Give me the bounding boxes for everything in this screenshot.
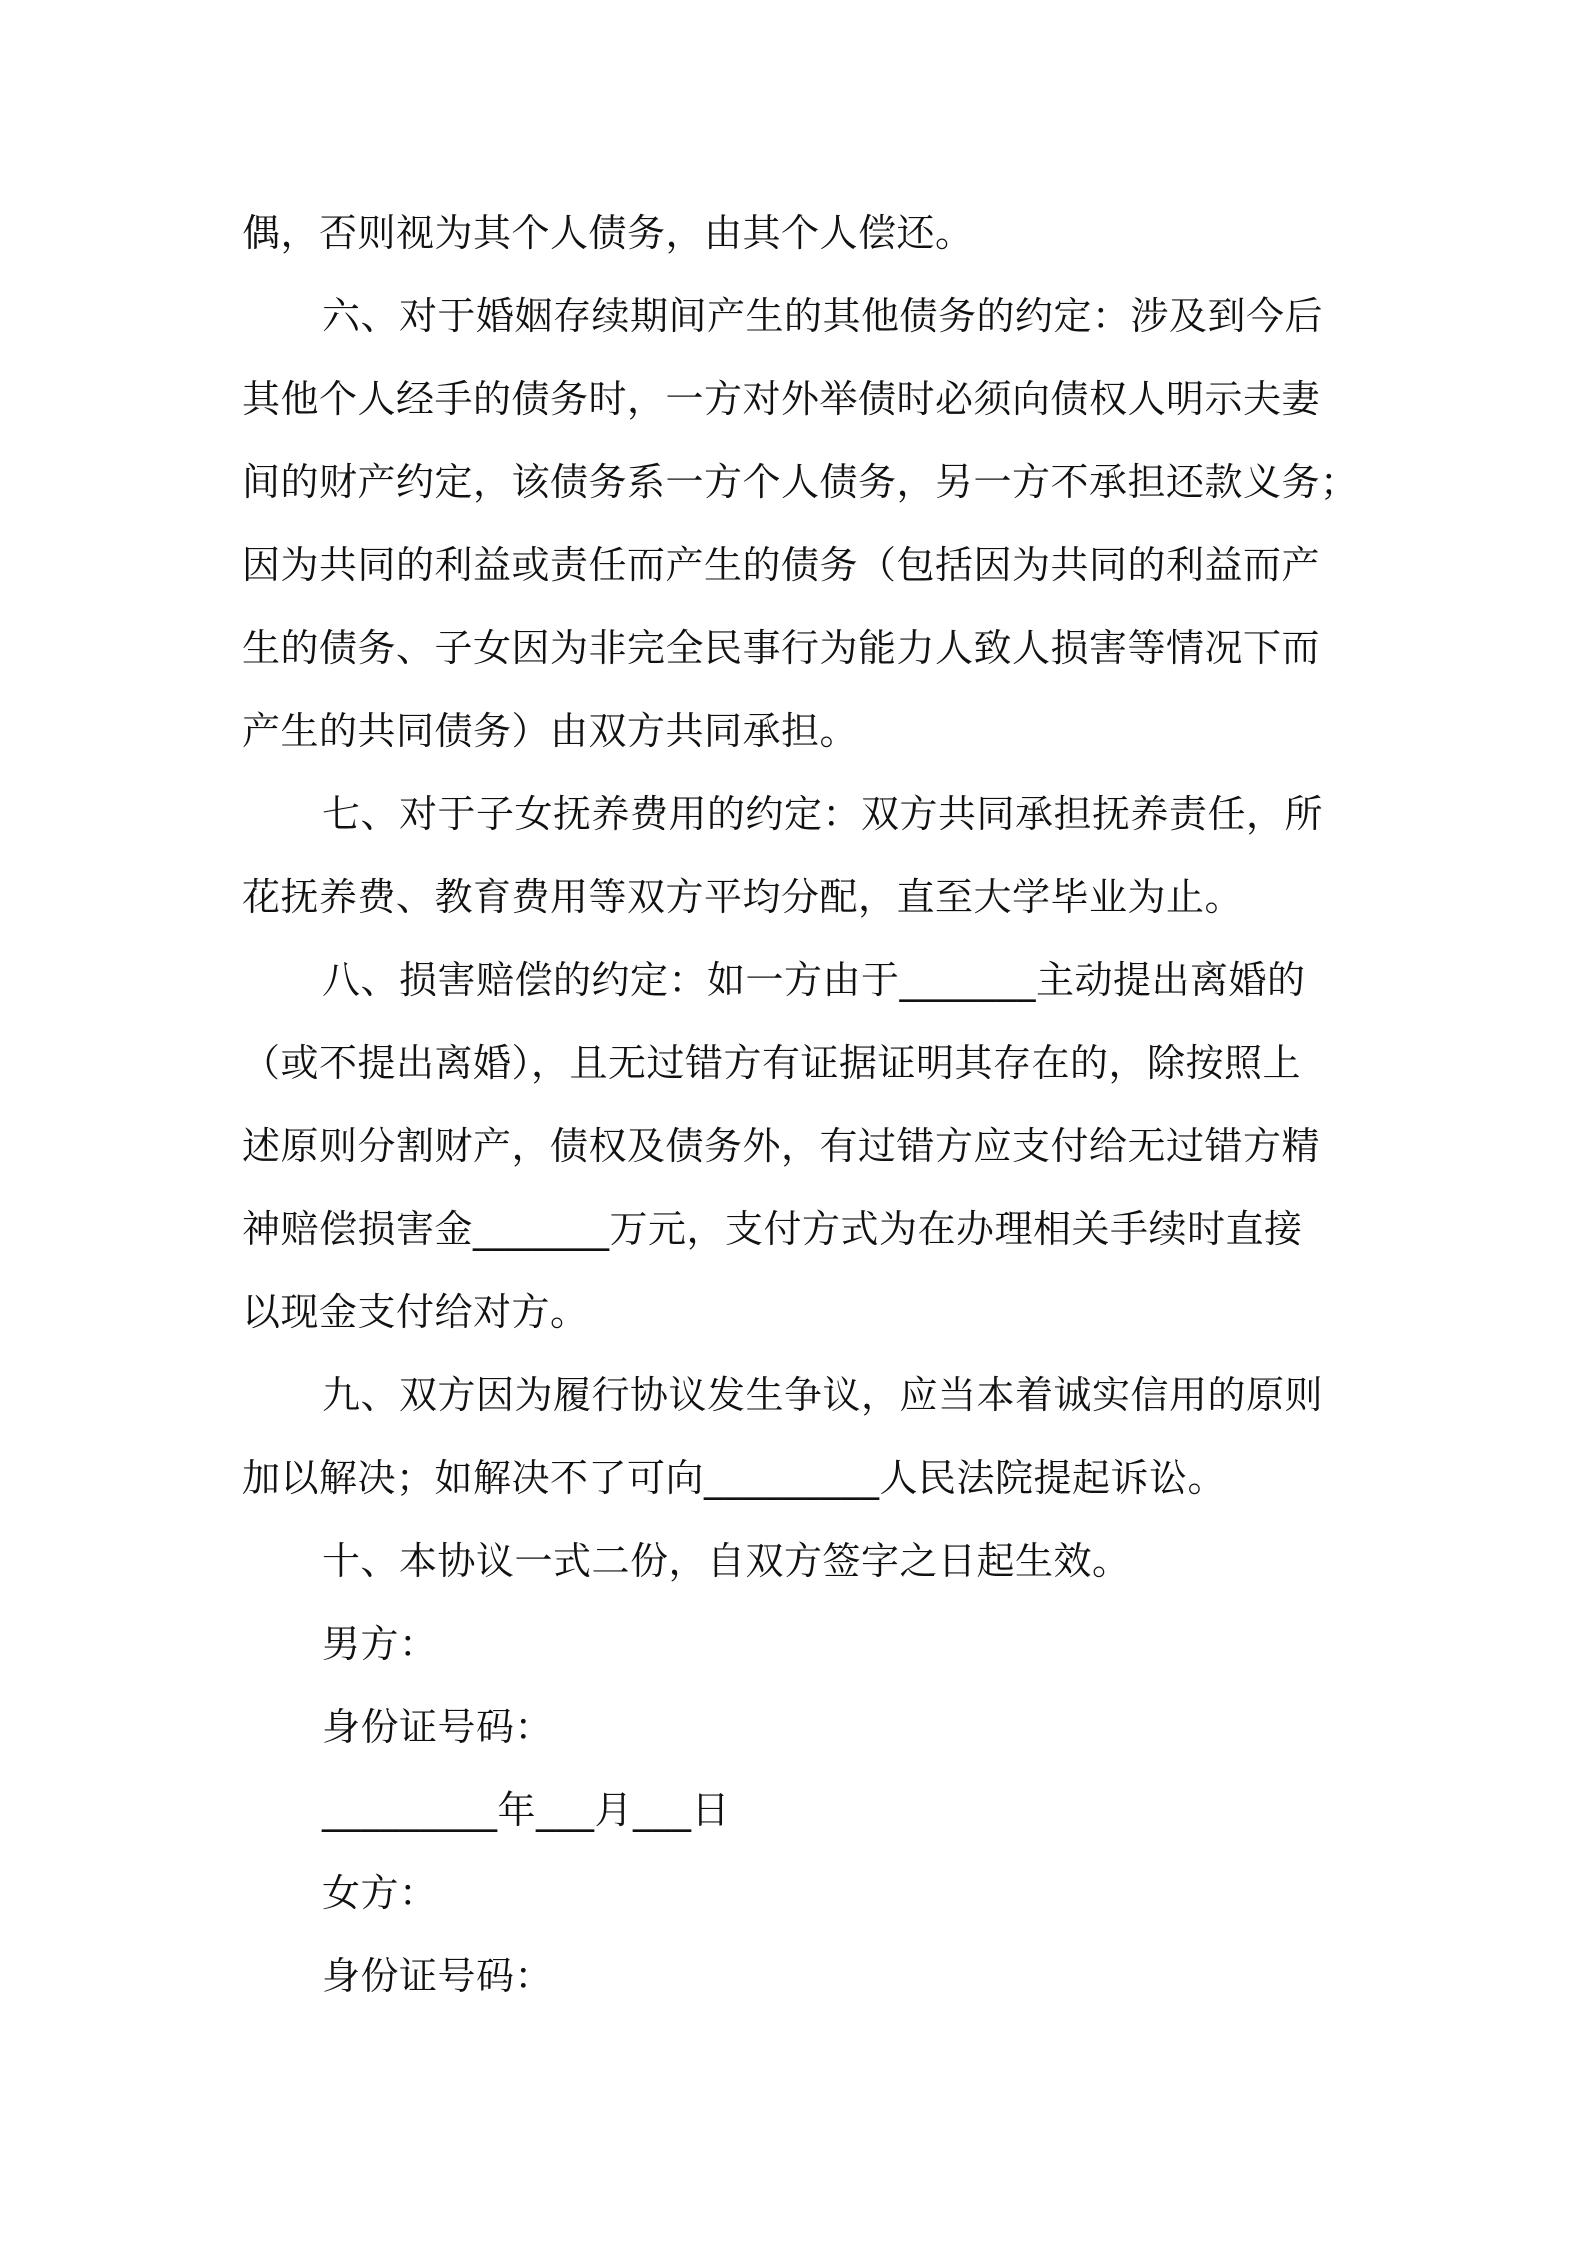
text-line: （或不提出离婚），且无过错方有证据证明其存在的，除按照上 xyxy=(242,1041,1302,1085)
text-line: 间的财产约定，该债务系一方个人债务，另一方不承担还款义务； xyxy=(242,460,1359,504)
text-line: 因为共同的利益或责任而产生的债务（包括因为共同的利益而产 xyxy=(242,543,1321,587)
text-line: 花抚养费、教育费用等双方平均分配，直至大学毕业为止。 xyxy=(242,875,1244,919)
clause-seven-heading: 七、对于子女抚养费用的约定：双方共同承担抚养责任，所 xyxy=(322,792,1324,836)
document-body xyxy=(242,192,1359,2018)
clause-nine-heading: 九、双方因为履行协议发生争议，应当本着诚实信用的原则 xyxy=(322,1373,1324,1417)
female-party-label: 女方： xyxy=(322,1871,438,1915)
text-line: 其他个人经手的债务时，一方对外举债时必须向债权人明示夫妻 xyxy=(242,377,1321,421)
female-id-label: 身份证号码： xyxy=(322,1954,554,1998)
text-line: 以现金支付给对方。 xyxy=(242,1290,589,1334)
clause-eight-heading: 八、损害赔偿的约定：如一方由于_______主动提出离婚的 xyxy=(322,958,1306,1002)
clause-six-heading: 六、对于婚姻存续期间产生的其他债务的约定：涉及到今后 xyxy=(322,294,1324,338)
male-id-label: 身份证号码： xyxy=(322,1705,554,1749)
date-line: _________年___月___日 xyxy=(322,1788,731,1832)
clause-ten-heading: 十、本协议一式二份，自双方签字之日起生效。 xyxy=(322,1539,1131,1583)
text-line: 述原则分割财产，债权及债务外，有过错方应支付给无过错方精 xyxy=(242,1124,1321,1168)
text-line: 产生的共同债务）由双方共同承担。 xyxy=(242,709,859,753)
text-line: 加以解决；如解决不了可向_________人民法院提起诉讼。 xyxy=(242,1456,1227,1500)
text-line: 偶，否则视为其个人债务，由其个人偿还。 xyxy=(242,211,974,255)
text-line: 神赔偿损害金_______万元，支付方式为在办理相关手续时直接 xyxy=(242,1207,1303,1251)
text-line: 生的债务、子女因为非完全民事行为能力人致人损害等情况下而 xyxy=(242,626,1321,670)
male-party-label: 男方： xyxy=(322,1622,438,1666)
